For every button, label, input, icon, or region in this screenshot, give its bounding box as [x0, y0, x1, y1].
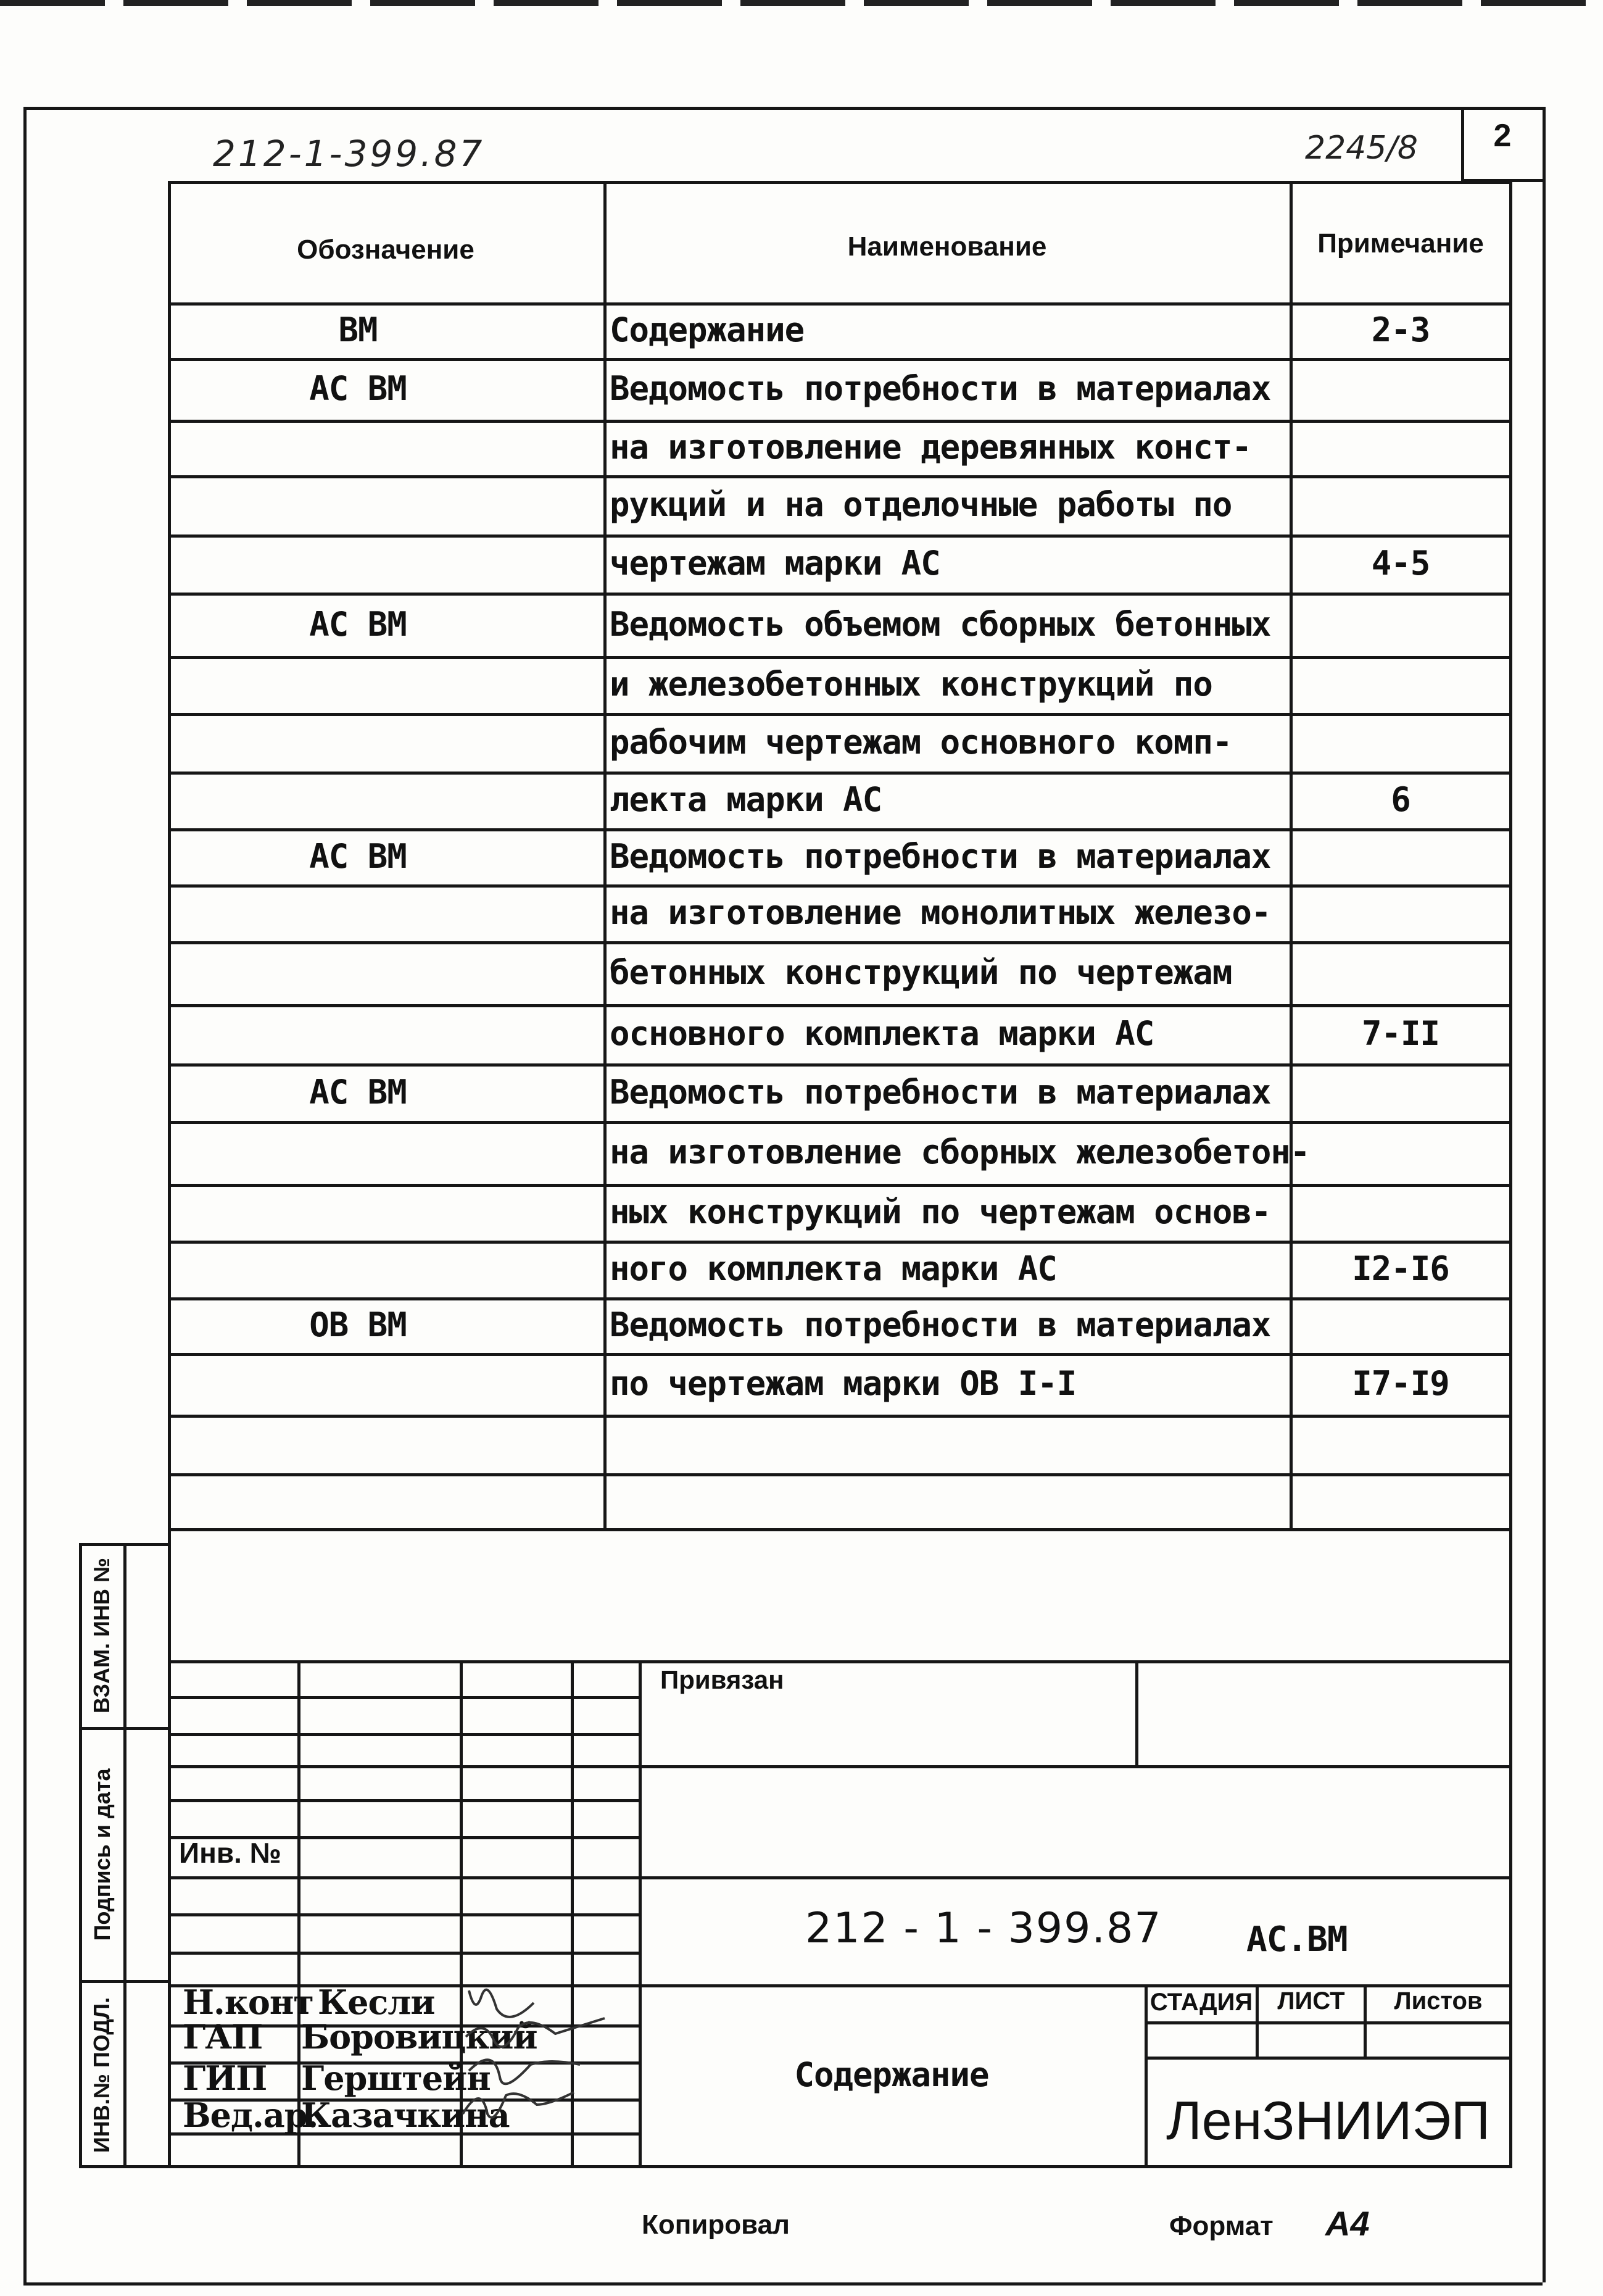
header-name: Наименование [847, 231, 1047, 262]
row-name: по чертежам марки ОВ I-I [610, 1364, 1077, 1403]
row-divider [168, 1184, 1512, 1187]
stamp-left [79, 1543, 82, 2168]
row-note: 6 [1391, 780, 1410, 819]
row-name: Ведомость потребности в материалах [610, 1305, 1271, 1344]
tb-h-4 [168, 1799, 639, 1802]
row-divider [168, 1297, 1512, 1300]
stamp-mid [123, 1543, 126, 2168]
tb-h-7 [168, 1913, 639, 1916]
outer-right-border [1543, 107, 1546, 2282]
inner-top-border [168, 181, 1512, 184]
row-name: и железобетонных конструкций по [610, 665, 1212, 704]
row-divider [168, 358, 1512, 361]
row-designation: АС ВМ [309, 369, 407, 408]
table-bottom [168, 1528, 1512, 1531]
inv-handwritten: 2245/8 [1305, 130, 1418, 167]
row-note: I2-I6 [1352, 1249, 1449, 1288]
row-note: I7-I9 [1352, 1364, 1449, 1403]
org-name: ЛенЗНИИЭП [1166, 2090, 1490, 2151]
header-bottom [168, 302, 1512, 306]
row-name: на изготовление деревянных конст- [610, 428, 1251, 467]
tb-h-1 [168, 1696, 639, 1699]
format-label: Формат [1169, 2211, 1274, 2241]
signatures [457, 1978, 629, 2139]
row-divider [168, 1063, 1512, 1067]
format-value: А4 [1325, 2204, 1370, 2243]
tb-h-8 [168, 1952, 639, 1955]
inner-left-border [168, 181, 171, 2168]
row-name: Ведомость потребности в материалах [610, 369, 1271, 408]
row-name: ного комплекта марки АС [610, 1249, 1057, 1288]
row-divider [168, 884, 1512, 888]
tb-code-top [639, 1876, 1512, 1879]
person-2: Боровицкий [301, 2017, 537, 2057]
header-note: Примечание [1317, 228, 1484, 259]
row-name: Ведомость потребности в материалах [610, 836, 1271, 876]
row-divider [168, 1473, 1512, 1476]
person-1: Кесли [318, 1982, 435, 2022]
row-designation: АС ВМ [309, 836, 407, 876]
doc-code: 212 - 1 - 399.87 [805, 1904, 1162, 1953]
inner-right-border [1509, 181, 1512, 2168]
tb-h-2 [168, 1733, 639, 1736]
privyazan-label: Привязан [660, 1665, 784, 1694]
role-2: ГАП [183, 2017, 263, 2057]
row-divider [168, 593, 1512, 596]
role-4: Вед.ар. [183, 2095, 318, 2135]
row-note: 2-3 [1371, 310, 1430, 349]
row-divider [168, 1121, 1512, 1124]
row-divider [168, 420, 1512, 423]
row-name: рукций и на отделочные работы по [610, 485, 1232, 524]
row-name: на изготовление монолитных железо- [610, 893, 1271, 932]
tb-h-6 [168, 1876, 639, 1879]
tb-h-3 [168, 1765, 639, 1768]
code-handwritten: 212-1-399.87 [213, 133, 485, 175]
tb-stage-bottom [1145, 2057, 1512, 2060]
stage-label: СТАДИЯ [1149, 1989, 1253, 2016]
row-divider [168, 713, 1512, 716]
role-1: Н.конт [183, 1982, 313, 2022]
outer-left-border [23, 107, 27, 2282]
row-divider [168, 1241, 1512, 1244]
row-note: 4-5 [1371, 544, 1430, 583]
outer-bottom-border [23, 2282, 1543, 2286]
sheet-number: 2 [1493, 118, 1512, 154]
tb-privyazan-sep [1135, 1660, 1138, 1767]
row-divider [168, 772, 1512, 775]
inv-no-label: Инв. № [179, 1837, 281, 1869]
role-3: ГИП [183, 2058, 267, 2098]
doc-mark: АС.ВМ [1246, 1920, 1348, 1960]
tb-top [168, 1660, 1512, 1663]
row-designation: АС ВМ [309, 1072, 407, 1112]
row-divider [168, 1415, 1512, 1418]
row-divider [168, 1004, 1512, 1007]
row-designation: ОВ ВМ [309, 1305, 407, 1344]
row-divider [168, 941, 1512, 944]
stamp-vzam: ВЗАМ. ИНВ № [89, 1557, 114, 1714]
row-name: Ведомость объемом сборных бетонных [610, 604, 1271, 644]
row-note: 7-II [1361, 1014, 1440, 1053]
row-name: основного комплекта марки АС [610, 1014, 1154, 1053]
row-name: Ведомость потребности в материалах [610, 1072, 1271, 1112]
person-4: Казачкина [301, 2095, 510, 2135]
sheets-label: Листов [1394, 1987, 1483, 2015]
inner-bottom-border [80, 2165, 1512, 2168]
col-sep-1 [603, 181, 607, 1528]
row-name: ных конструкций по чертежам основ- [610, 1192, 1271, 1231]
row-designation: АС ВМ [309, 604, 407, 644]
outer-top-border [23, 107, 1543, 110]
row-divider [168, 534, 1512, 538]
tb-stage-mid [1145, 2021, 1512, 2024]
copied-label: Копировал [642, 2210, 790, 2240]
row-name: лекта марки АС [610, 780, 882, 819]
top-dash-edge [0, 0, 1603, 6]
row-name: чертежам марки АС [610, 544, 940, 583]
stamp-inv-podl: ИНВ.№ ПОДЛ. [89, 1997, 114, 2153]
row-name: бетонных конструкций по чертежам [610, 953, 1232, 992]
row-name: Содержание [610, 310, 805, 349]
stamp-podpis: Подпись и дата [89, 1768, 115, 1941]
row-divider [168, 475, 1512, 478]
sheet-label: ЛИСТ [1277, 1987, 1345, 2015]
row-divider [168, 828, 1512, 831]
doc-title: Содержание [794, 2055, 989, 2094]
row-name: на изготовление сборных железобетон- [610, 1133, 1310, 1171]
row-divider [168, 656, 1512, 659]
row-designation: ВМ [338, 310, 378, 349]
row-name: рабочим чертежам основного комп- [610, 722, 1232, 762]
row-divider [168, 1353, 1512, 1356]
header-designation: Обозначение [297, 235, 474, 265]
tb-privyazan-bottom [639, 1765, 1512, 1768]
person-3: Герштейн [301, 2058, 491, 2098]
